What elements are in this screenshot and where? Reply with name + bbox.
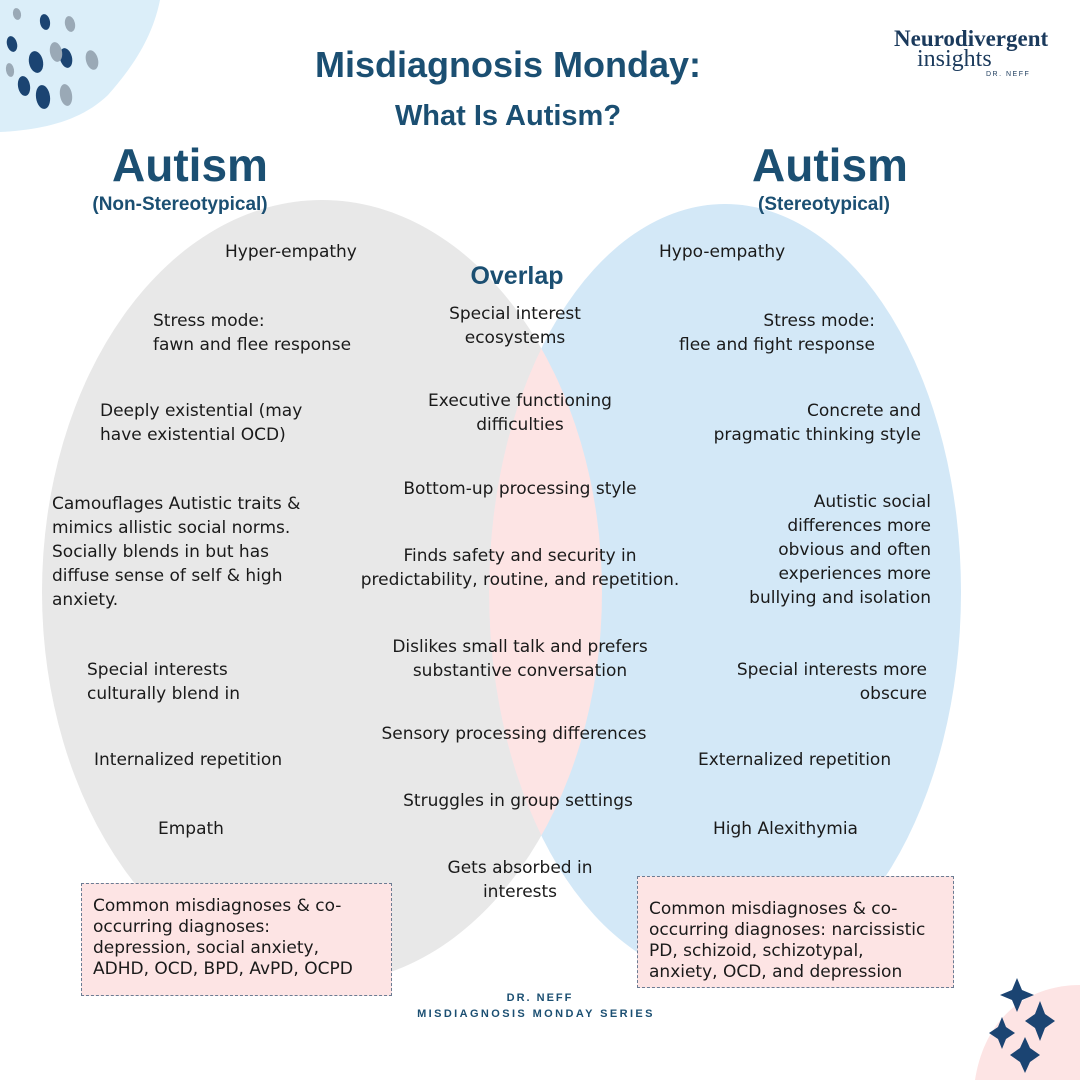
footer-series: MISDIAGNOSIS MONDAY SERIES [417,1008,655,1020]
left-item-hyper-empathy: Hyper-empathy [225,242,357,262]
left-item-existential: Deeply existential (may have existential OCD) [100,401,303,445]
page-subtitle: What Is Autism? [394,100,622,132]
overlap-item-small-talk: Dislikes small talk and prefers substantive conversation [392,637,648,681]
left-item-special-interests: Special interests culturally blend in [87,660,241,704]
right-item-high-alexithymia: High Alexithymia [713,819,858,839]
right-heading: Autism [752,139,908,191]
right-item-externalized-repetition: Externalized repetition [698,750,892,770]
left-item-internalized-repetition: Internalized repetition [94,750,283,770]
right-item-hypo-empathy: Hypo-empathy [659,242,786,262]
overlap-item-bottom-up-processing: Bottom-up processing style [403,479,637,499]
overlap-item-absorbed-in-interests: Gets absorbed in interests [447,858,593,902]
page-title: Misdiagnosis Monday: [314,44,702,85]
overlap-item-sensory-processing: Sensory processing differences [381,724,647,744]
left-item-stress-mode: Stress mode: fawn and flee response [153,311,352,355]
left-subheading: (Non-Stereotypical) [92,194,268,215]
left-item-camouflages: Camouflages Autistic traits & mimics allistic social norms. Socially blends in but has diffuse sense of self & high anxiety. [52,494,301,610]
right-item-social-differences: Autistic social differences more obvious and often experiences more bullying and isolation [749,492,931,608]
overlap-item-group-settings: Struggles in group settings [403,791,633,811]
overlap-heading: Overlap [470,262,564,290]
right-item-special-interests: Special interests more obscure [736,660,927,704]
logo-line-1: Neurodivergent [894,26,1049,51]
overlap-item-safety-security: Finds safety and security in predictability, routine, and repetition. [360,546,680,590]
right-item-stress-mode: Stress mode: flee and fight response [679,311,875,355]
left-heading: Autism [112,139,268,191]
right-misdiagnoses-box: Common misdiagnoses & co- occurring diagnoses: narcissistic PD, schizoid, schizotypal, anxiety, OCD, and depression [637,876,954,988]
logo-line-2: insights [917,46,992,72]
right-subheading: (Stereotypical) [758,194,890,215]
overlap-item-executive-functioning: Executive functioning difficulties [428,391,612,435]
right-item-concrete-thinking: Concrete and pragmatic thinking style [713,401,921,445]
footer-author: DR. NEFF [506,992,574,1004]
overlap-item-special-interest-ecosystems: Special interest ecosystems [449,304,581,348]
left-misdiagnoses-box: Common misdiagnoses & co- occurring diagnoses: depression, social anxiety, ADHD, OCD, BPD, AvPD, OCPD [81,883,392,996]
left-item-empath: Empath [158,819,224,839]
logo-tagline: DR. NEFF [986,71,1031,78]
